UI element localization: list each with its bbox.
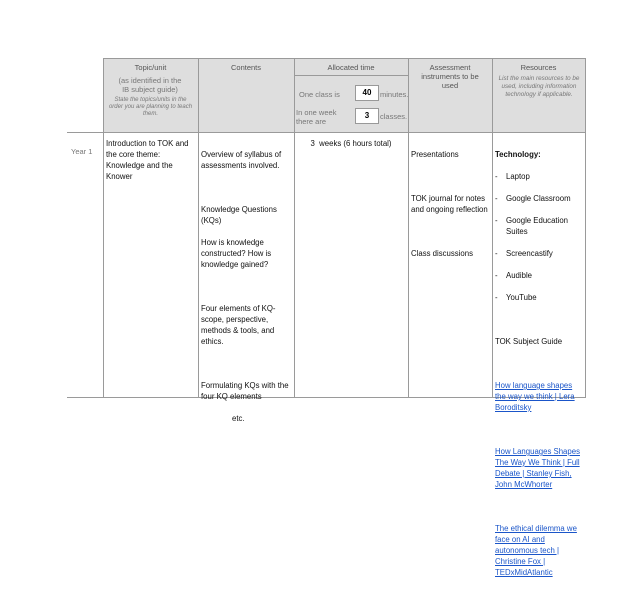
resource-link-full-debate[interactable]: How Languages Shapes The Way We Think | Full Debate | Stanley Fish, John McWhorter bbox=[495, 447, 580, 489]
assessment-gap bbox=[411, 226, 491, 237]
contents-line: Knowledge Questions (KQs) bbox=[201, 205, 277, 225]
resource-link-christine-fox[interactable]: The ethical dilemma we face on AI and autonomous tech | Christine Fox | TEDxMidAtlantic bbox=[495, 524, 577, 577]
resources-gap bbox=[495, 358, 584, 369]
contents-line: How is knowledge constructed? How is knowledge gained? bbox=[201, 238, 272, 269]
resource-item: - Audible bbox=[495, 270, 584, 281]
assessment-header-title: Assessment instruments to be used bbox=[421, 63, 479, 90]
classes-value-box: 3 bbox=[355, 108, 379, 124]
table-right-border bbox=[585, 58, 586, 398]
allocated-divider bbox=[294, 75, 408, 76]
contents-cell bbox=[201, 138, 293, 435]
contents-line: Formulating KQs with the four KQ elements bbox=[201, 381, 289, 401]
assessment-gap bbox=[411, 171, 491, 182]
subject-guide: TOK Subject Guide bbox=[495, 337, 563, 346]
curriculum-table bbox=[67, 58, 586, 577]
resources-gap bbox=[495, 314, 584, 325]
resource-link-lera-boroditsky[interactable]: How language shapes the way we think | Lera Boroditsky bbox=[495, 381, 575, 412]
topic-header-title: Topic/unit bbox=[134, 63, 167, 72]
assessment-cell bbox=[411, 138, 491, 270]
table-top-border bbox=[103, 58, 586, 59]
contents-line: etc. bbox=[232, 414, 245, 423]
assessment-item: Presentations bbox=[411, 150, 459, 159]
topic-header-note: State the topics/units in the order you are planning to teach them. bbox=[108, 97, 193, 117]
resource-item: - Laptop bbox=[495, 171, 584, 182]
contents-line: Overview of syllabus of assessments involved. bbox=[201, 150, 282, 170]
one-class-label: One class is bbox=[299, 90, 340, 99]
col-divider-2 bbox=[294, 58, 295, 398]
minutes-value-box: 40 bbox=[355, 85, 379, 101]
contents-line: Four elements of KQ- scope, perspective, methods & tools, and ethics. bbox=[201, 304, 276, 346]
col-divider-4 bbox=[492, 58, 493, 398]
topic-header-subtitle: (as identified in the IB subject guide) bbox=[118, 76, 182, 94]
assessment-item: Class discussions bbox=[411, 249, 473, 258]
col-divider-0 bbox=[103, 58, 104, 398]
resource-item: - Google Classroom bbox=[495, 193, 584, 204]
resources-header-note: List the main resources to be used, including information technology if applicable. bbox=[498, 75, 580, 98]
resources-header-title: Resources bbox=[520, 63, 557, 72]
resources-gap bbox=[495, 424, 584, 435]
contents-gap bbox=[201, 182, 293, 193]
resources-gap bbox=[495, 501, 584, 512]
resource-item: - Screencastify bbox=[495, 248, 584, 259]
topic-cell: Introduction to TOK and the core theme: Knowledge and the Knower bbox=[106, 139, 189, 181]
resource-item: - YouTube bbox=[495, 292, 584, 303]
one-week-label: In one week there are bbox=[296, 108, 337, 126]
header-bottom-border bbox=[67, 132, 586, 133]
classes-label: classes. bbox=[380, 112, 408, 121]
minutes-label: minutes. bbox=[380, 90, 409, 99]
contents-gap bbox=[201, 281, 293, 292]
resource-item: - Google Education Suites bbox=[495, 215, 584, 237]
allocated-header-title: Allocated time bbox=[327, 63, 375, 72]
resources-heading: Technology: bbox=[495, 150, 541, 159]
col-divider-3 bbox=[408, 58, 409, 398]
col-divider-1 bbox=[198, 58, 199, 398]
resources-cell bbox=[495, 138, 584, 589]
assessment-item: TOK journal for notes and ongoing reflection bbox=[411, 194, 488, 214]
contents-header-title: Contents bbox=[230, 63, 262, 72]
allocated-cell: 3 weeks (6 hours total) bbox=[310, 139, 392, 148]
contents-gap bbox=[201, 358, 293, 369]
year-label: Year 1 bbox=[71, 147, 93, 156]
